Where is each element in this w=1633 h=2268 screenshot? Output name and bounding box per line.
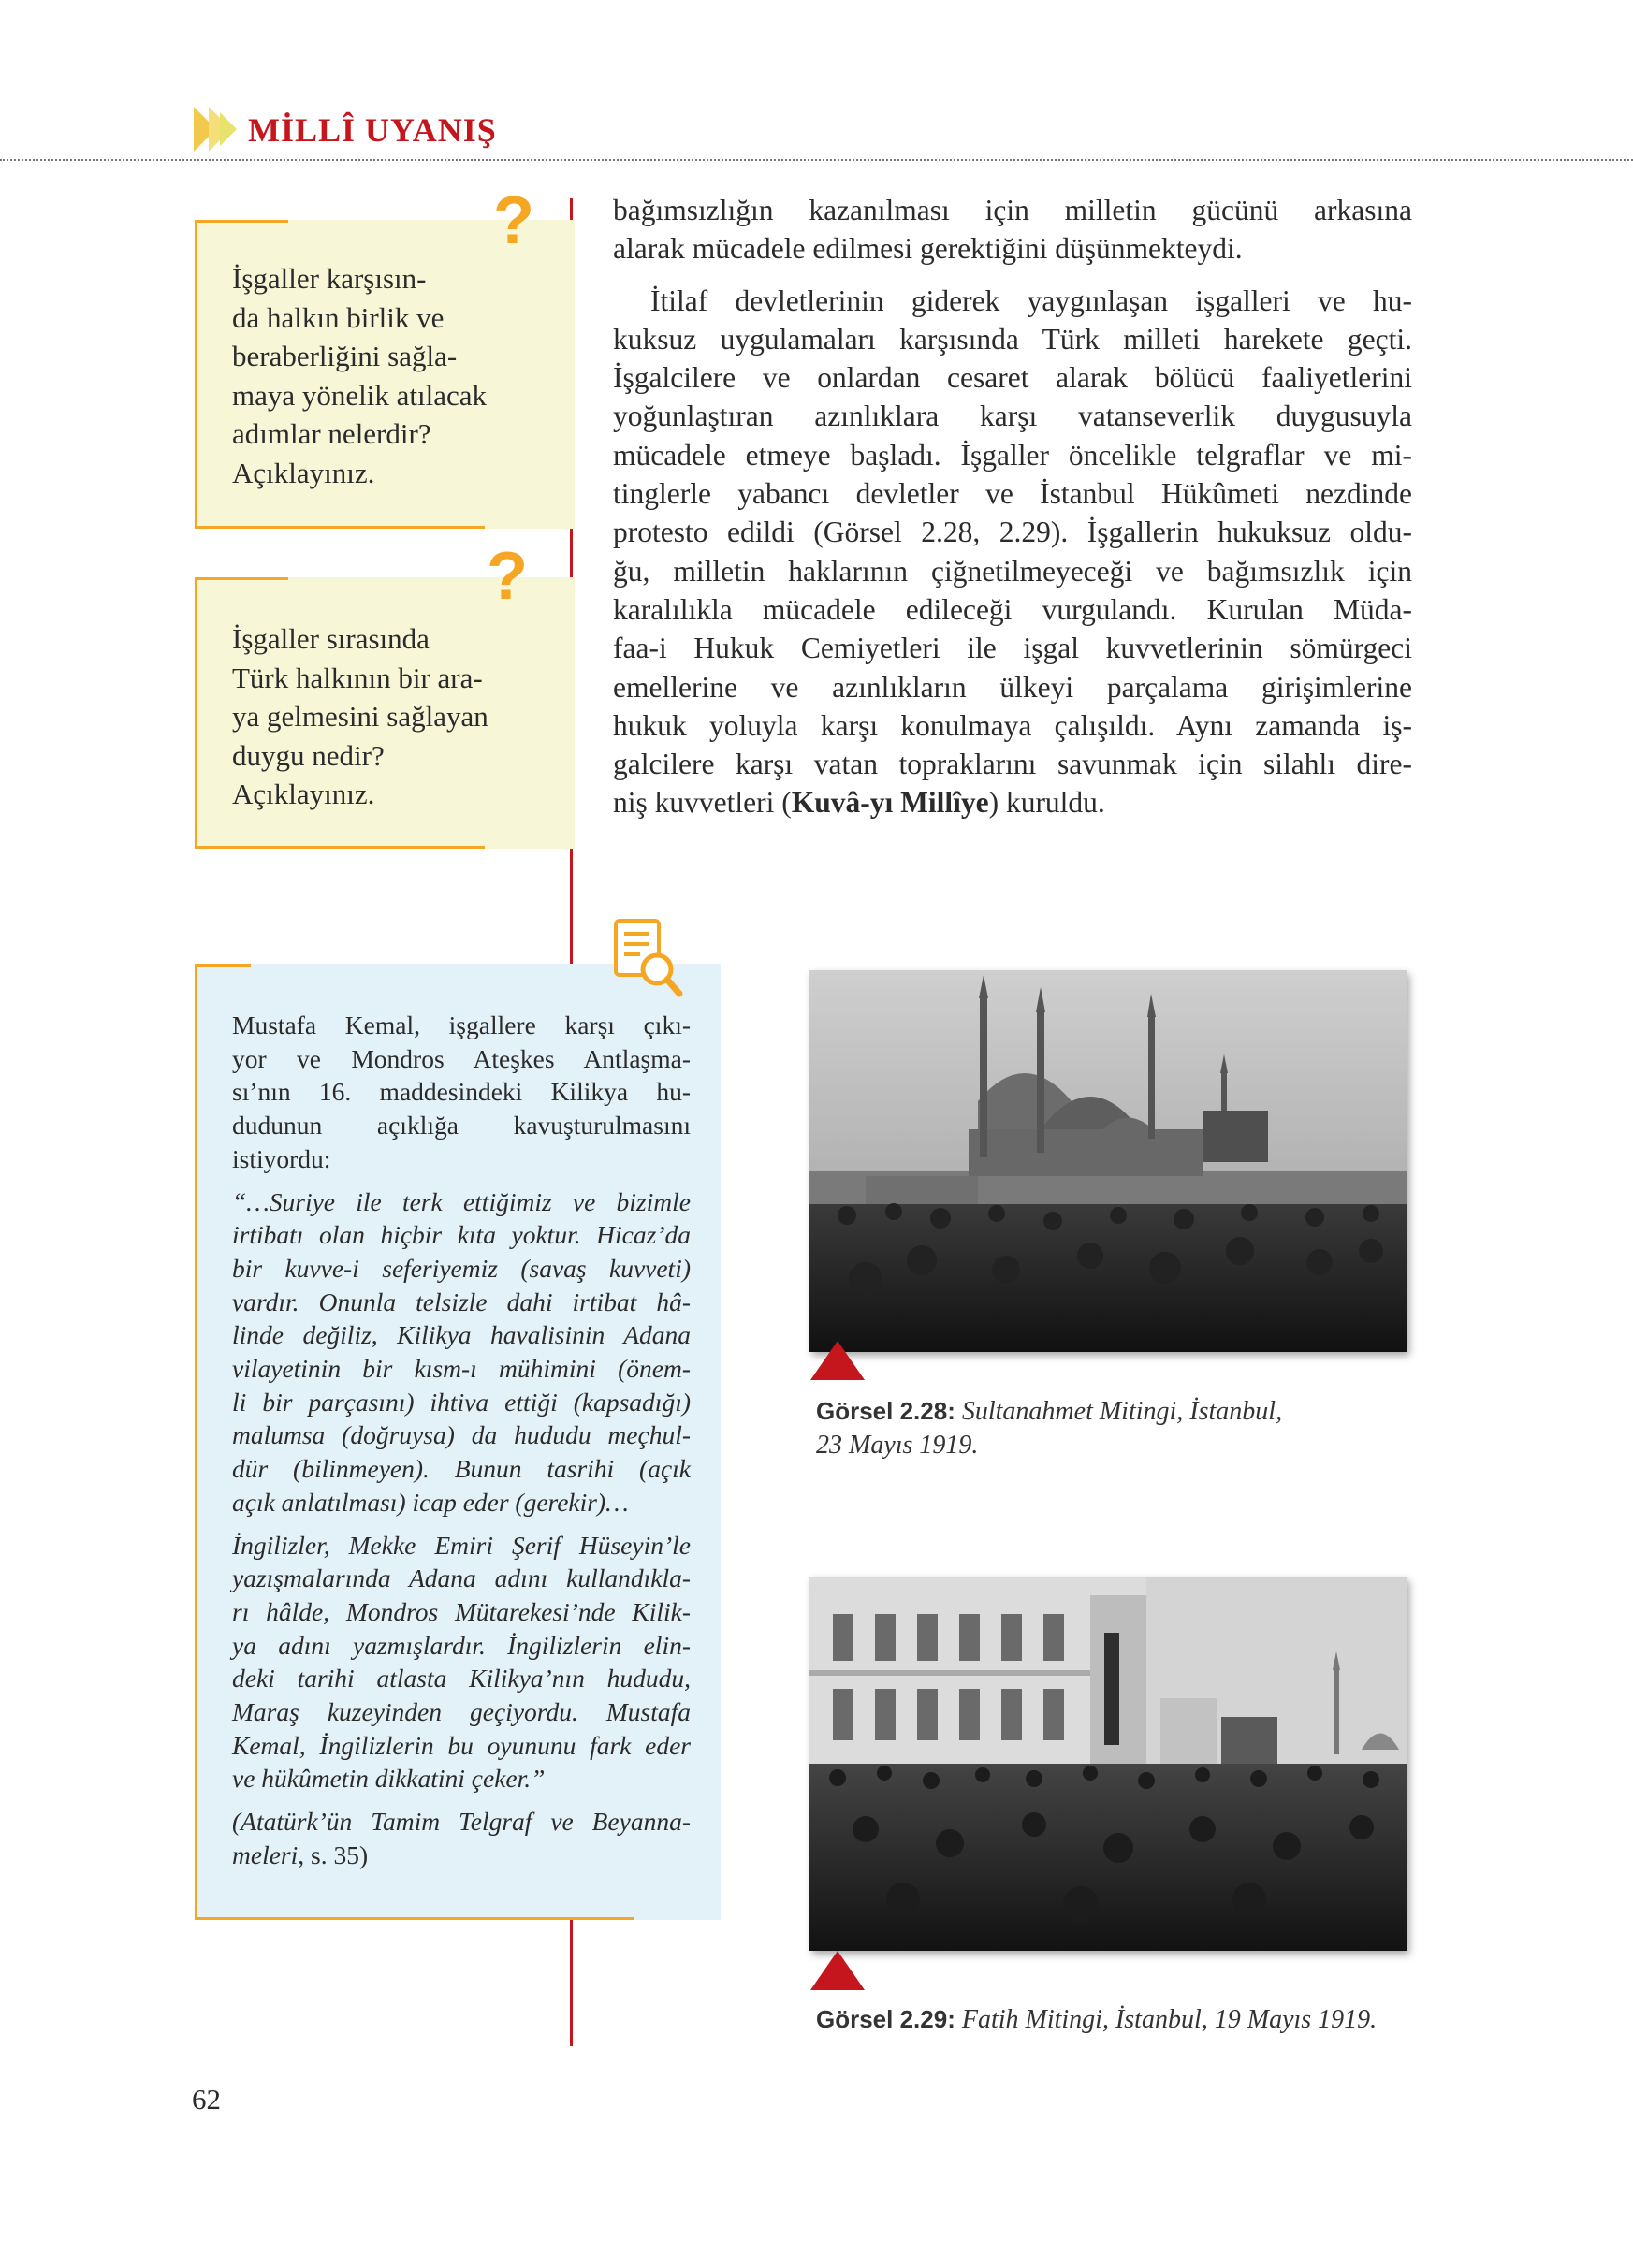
photo-marker [810,1951,865,1990]
text-line: yoğunlaştıran azınlıklara karşı vatanseverlik duygusuyla [613,400,1412,433]
text-line: yazışmalarında Adana adını kullandıkla- [232,1563,691,1593]
text-line: kuksuz uygulamaları karşısında Türk milleti harekete geçti. [613,322,1412,356]
text-line: linde değiliz, Kilikya havalisinin Adana [232,1320,691,1350]
text-line: İşgaller karşısın- [232,262,427,295]
photo-sultanahmet-rally [809,970,1407,1352]
text-line: hukuk yoluyla karşı konulmaya çalışıldı. Aynı zamanda iş- [613,708,1412,742]
text-line: protesto edildi (Görsel 2.28, 2.29). İşgallerin hukuksuz oldu- [613,516,1412,549]
text-line: beraberliğini sağla- [232,340,458,372]
photo-fatih-rally [809,1577,1407,1951]
text-line: bağımsızlığın kazanılması için milletin gücünü arkasına [613,194,1412,226]
text-line: li bir parçasını) ihtiva ettiği (kapsadığı) [232,1387,691,1417]
question-text [232,259,550,492]
text-line: mücadele etmeye başladı. İşgaller öncelikle telgraflar ve mi- [613,438,1412,472]
figure-caption: Görsel 2.29: Fatih Mitingi, İstanbul, 19 Mayıs 1919. [816,2005,1378,2034]
text-line: rı hâlde, Mondros Mütarekesi’nde Kilik- [232,1596,691,1626]
text-line: İşgalcilere ve onlardan cesaret alarak bölücü faaliyetlerini [613,361,1412,395]
text-line: Mustafa Kemal, işgallere karşı çıkı- [232,1010,691,1040]
text-line: sı’nın 16. maddesindeki Kilikya hu- [232,1077,691,1107]
text-line: Türk halkının bir ara- [232,661,483,694]
document-search-icon [608,915,685,1001]
page-number: 62 [192,2083,221,2115]
text-line: Açıklayınız. [232,778,375,810]
text-line: Açıklayınız. [232,456,375,489]
section-title: MİLLÎ UYANIŞ [248,111,497,149]
text-line: “…Suriye ile terk ettiğimiz ve bizimle [232,1186,691,1216]
citation: meleri, s. 35) [232,1839,369,1869]
figure-caption: Görsel 2.28: Sultanahmet Mitingi, İstanbul, 23 Mayıs 1919. [816,1397,1283,1460]
question-mark-icon: ? [487,539,528,614]
source-note [232,1529,691,1796]
text-line: ya gelmesini sağlayan [232,700,488,733]
text-line: emellerine ve azınlıkların ülkeyi parçalama girişimlerine [613,670,1412,704]
text-line: bir kuvve-i seferiyemiz (savaş kuvveti) [232,1253,691,1283]
question-text [232,619,550,814]
text-line: ve hükûmetin dikkatini çeker.” [232,1764,546,1794]
text-line: malumsa (doğruysa) da hududu meçhul- [232,1420,691,1450]
text-line: vardır. Onunla telsizle dahi irtibat hâ- [232,1287,691,1316]
source-intro [232,1009,691,1176]
text-line: alarak mücadele edilmesi gerektiğini düşünmekteydi. [613,232,1243,266]
text-line: Maraş kuzeyinden geçiyordu. Mustafa [232,1697,691,1727]
text-line: da halkın birlik ve [232,300,445,334]
header-divider [0,159,1633,161]
main-paragraph: bağımsızlığın kazanılması için milletin gücünü arkasına alarak mücadele edilmesi gerektiğini düşünmekteydi. İtilaf devletlerinin giderek yaygınlaşan işgalleri ve hu- kuksuz uygulamaları karşısında Türk milleti harekete geçti. İşgalcilere ve onlardan cesaret alarak bölücü faaliyetlerini yoğunlaştıran azınlıklara karşı vatanseverlik duygusuyla mücadele etmeye başladı. İşgaller öncelikle telgraflar ve mi- tinglerle yabancı devletler ve İstanbul Hükûmeti nezdinde protesto edildi (Görsel 2.28, 2.29). İşgallerin hukuksuz oldu- ğu, milletin haklarının çiğnetilmeyeceği ve bağımsızlık için karalılıkla mücadele edileceği vurgulandı. Kurulan Müda- faa-i Hukuk Cemiyetleri ile işgal kuvvetlerinin sömürgeci emellerine ve azınlıkların ülkeyi parçalama girişimlerine hukuk yoluyla karşı konulmaya çalışıldı. Aynı zamanda iş- galcilere karşı vatan topraklarını savunmak için silahlı dire- niş kuvvetleri (Kuvâ-yı Millîye) kuruldu. [613,191,1412,822]
text-line: İşgaller sırasında [232,622,430,655]
text-line: faa-i Hukuk Cemiyetleri ile işgal kuvvetlerinin sömürgeci [613,632,1412,665]
text-line: ğu, milletin haklarının çiğnetilmeyeceği ve bağımsızlık için [613,554,1412,588]
text-line: yor ve Mondros Ateşkes Antlaşma- [232,1043,691,1073]
source-quote [232,1185,691,1519]
text-line: karalılıkla mücadele edileceği vurgulandı. Kurulan Müda- [613,592,1412,626]
text-line: Kemal, İngilizlerin bu oyununu fark eder [232,1730,691,1760]
question-box [195,577,575,849]
text-line: duygu nedir? [232,738,385,772]
text-line: ya adını yazmışlardır. İngilizlerin elin- [232,1630,691,1660]
source-box [195,964,721,1920]
text-line: deki tarihi atlasta Kilikya’nın hududu, [232,1664,691,1694]
text-line: irtibatı olan hiçbir kıta yoktur. Hicaz’da [232,1220,691,1250]
question-mark-icon: ? [493,183,534,258]
text-line: istiyordu: [232,1143,331,1173]
citation: (Atatürk’ün Tamim Telgraf ve Beyanna- [232,1807,691,1837]
question-box [195,220,575,529]
text-line: galcilere karşı vatan topraklarını savunmak için silahlı dire- [613,748,1412,781]
photo-marker [810,1341,865,1380]
text-line: İtilaf devletlerinin giderek yaygınlaşan işgalleri ve hu- [650,284,1412,317]
text-line: adımlar nelerdir? [232,417,431,450]
text-line: İngilizler, Mekke Emiri Şerif Hüseyin’le [232,1530,691,1560]
text-line: vilayetinin bir kısm-ı mühimini (önem- [232,1354,691,1384]
text-line: tinglerle yabancı devletler ve İstanbul Hükûmeti nezdinde [613,477,1412,511]
bold-term: Kuvâ-yı Millîye [791,786,989,820]
text-line: açık anlatılması) icap eder (gerekir)… [232,1487,629,1517]
text-line: dudunun açıklığa kavuşturulmasını [232,1111,691,1141]
text-line: dür (bilinmeyen). Bunun tasrihi (açık [232,1454,691,1484]
text-line: maya yönelik atılacak [232,378,487,412]
chevron-right-icon [194,107,237,152]
